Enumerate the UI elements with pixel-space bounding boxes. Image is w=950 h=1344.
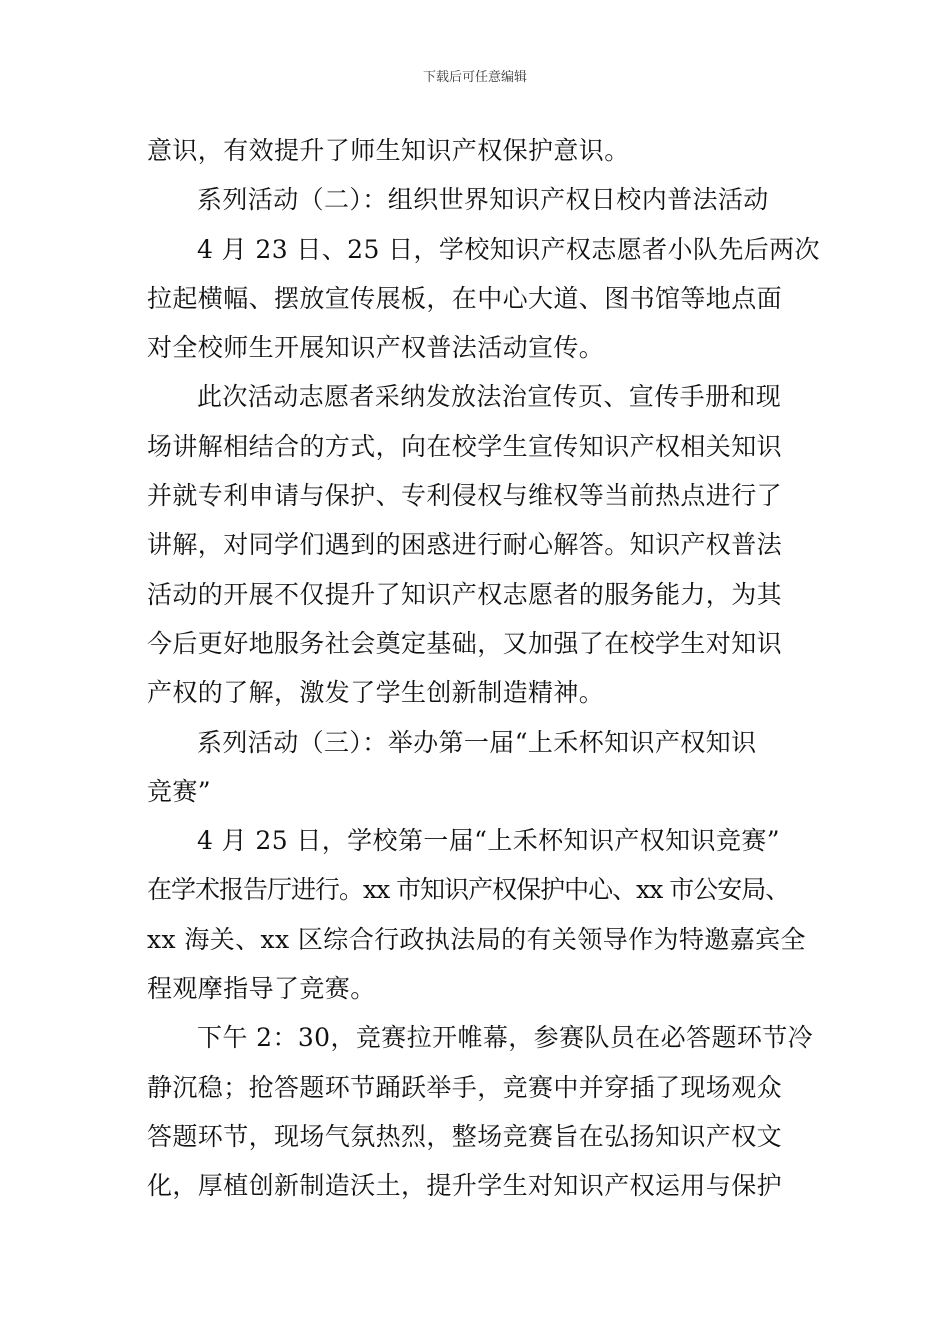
page-header: 下载后可任意编辑 xyxy=(422,70,527,85)
text-line: 对全校师生开展知识产权普法活动宣传。 xyxy=(147,333,605,363)
text-line: 答题环节，现场气氛热烈，整场竞赛旨在弘扬知识产权文 xyxy=(147,1121,783,1151)
text-line: 拉起横幅、摆放宣传展板，在中心大道、图书馆等地点面 xyxy=(147,283,783,313)
text-line: 并就专利申请与保护、专利侵权与维权等当前热点进行了 xyxy=(147,481,783,511)
text-line: xx 海关、xx 区综合行政执法局的有关领导作为特邀嘉宾全 xyxy=(147,924,806,954)
text-line: 4 月 25 日，学校第一届“上禾杯知识产权知识竞赛” xyxy=(197,826,780,856)
section-heading-3: 系列活动（三）：举办第一届“上禾杯知识产权知识 xyxy=(197,727,757,757)
text-line: 下午 2：30，竞赛拉开帷幕，参赛队员在必答题环节冷 xyxy=(197,1023,814,1053)
document-body xyxy=(147,126,820,1211)
text-line: 4 月 23 日、25 日，学校知识产权志愿者小队先后两次 xyxy=(197,234,820,264)
section-heading-2: 系列活动（二）：组织世界知识产权日校内普法活动 xyxy=(197,185,769,215)
text-line: 今后更好地服务社会奠定基础，又加强了在校学生对知识 xyxy=(147,628,783,658)
text-line: 程观摩指导了竞赛。 xyxy=(147,974,376,1004)
text-line: 场讲解相结合的方式，向在校学生宣传知识产权相关知识 xyxy=(147,431,783,461)
text-line: 此次活动志愿者采纳发放法治宣传页、宣传手册和现 xyxy=(197,382,782,412)
text-line: 化，厚植创新制造沃土，提升学生对知识产权运用与保护 xyxy=(147,1171,783,1201)
text-line: 静沉稳；抢答题环节踊跃举手，竞赛中并穿插了现场观众 xyxy=(147,1072,783,1102)
text-line: 产权的了解，激发了学生创新制造精神。 xyxy=(147,678,605,708)
section-heading-3-cont: 竞赛” xyxy=(147,776,211,806)
text-line: 在学术报告厅进行。xx 市知识产权保护中心、xx 市公安局、 xyxy=(147,875,790,905)
text-line: 意识，有效提升了师生知识产权保护意识。 xyxy=(147,136,630,165)
text-line: 讲解，对同学们遇到的困惑进行耐心解答。知识产权普法 xyxy=(147,530,783,560)
text-line: 活动的开展不仅提升了知识产权志愿者的服务能力，为其 xyxy=(147,579,783,609)
